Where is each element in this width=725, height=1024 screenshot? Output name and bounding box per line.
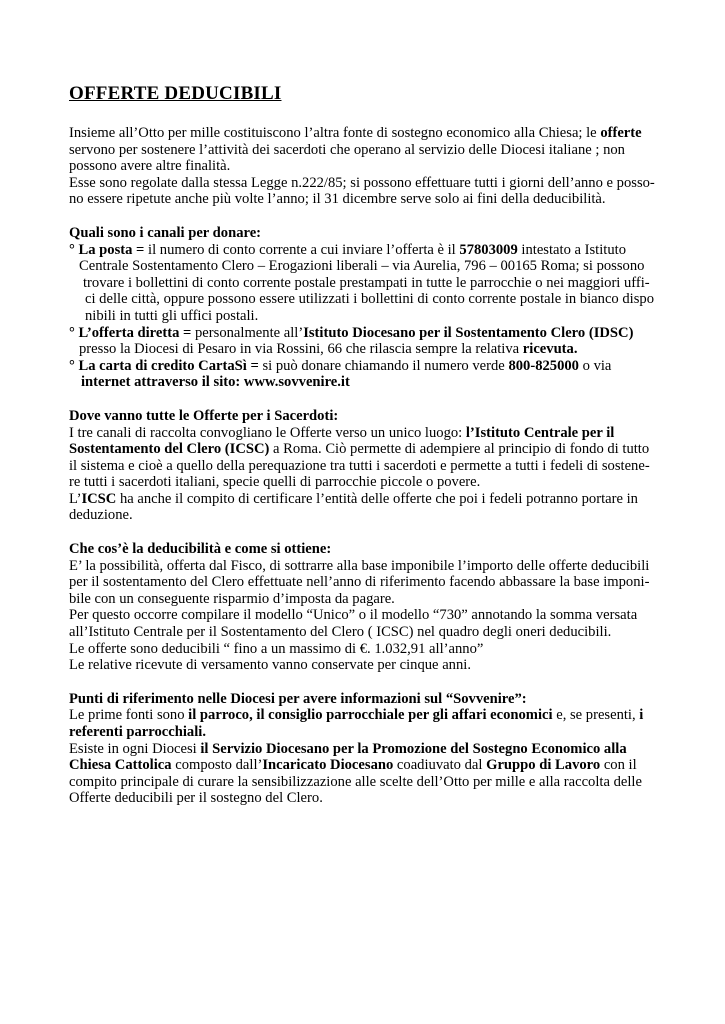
list-item: ° La carta di credito CartaSì = si può donare chiamando il numero verde 800-825000 o via (69, 357, 612, 374)
section-deducibilita: Che cos’è la deducibilità e come si ottiene: E’ la possibilità, offerta dal Fisco, di sottrarre alla base imponibile l’importo delle offerte deducibili per il sostentamento del Clero effettuate nell’anno di riferimento facendo abbassare la base imponi- bile con un conseguente risparmio d’imposta da pagare. Per questo occorre compilare il modello “Unico” o il modello “730” annotando la somma versata all’Istituto Centrale per il Sostentamento del Clero ( ICSC) nel quadro degli oneri deducibili. Le offerte sono deducibili “ fino a un massimo di €. 1.032,91 all’anno” Le relative ricevute di versamento vanno conservate per cinque anni. (69, 541, 664, 674)
section-canali: Quali sono i canali per donare: ° La posta = il numero di conto corrente a cui inviare l’offerta è il 57803009 intestato a Istituto Centrale Sostentamento Clero – Erogazioni liberali – via Aurelia, 796 – 00165 Roma; si possono trovare i bollettini di conto corrente postale prestampati in tutte le parrocchie o nei maggiori uffi- ci delle città, oppure possono essere utilizzati i bollettini di conto corrente postale in bianco dispo nibili in tutti gli uffici postali. ° L’offerta diretta = personalmente all’Istituto Diocesano per il Sostentamento Clero (IDSC) presso la Diocesi di Pesaro in via Rossini, 66 che rilascia sempre la relativa ricevuta. ° La carta di credito CartaSì = si può donare chiamando il numero verde 800-825000 o via internet attraverso il sito: www.sovvenire.it (69, 225, 664, 391)
section-dove: Dove vanno tutte le Offerte per i Sacerdoti: I tre canali di raccolta convogliano le Offerte verso un unico luogo: l’Istituto Centrale per il Sostentamento del Clero (ICSC) a Roma. Ciò permette di adempiere al principio di fondo di tutto il sistema e cioè a quello della perequazione tra tutti i sacerdoti e permette a tutti i fedeli di sostene- re tutti i sacerdoti italiani, specie quelli di parrocchie piccole o povere. L’ICSC ha anche il compito di certificare l’entità delle offerte che poi i fedeli potranno portare in deduzione. (69, 408, 664, 524)
page-title: OFFERTE DEDUCIBILI (69, 83, 282, 104)
section-punti: Punti di riferimento nelle Diocesi per avere informazioni sul “Sovvenire”: Le prime fonti sono il parroco, il consiglio parrocchiale per gli affari economici e, se presenti, i referenti parrocchiali. Esiste in ogni Diocesi il Servizio Diocesano per la Promozione del Sostegno Economico alla Chiesa Cattolica composto dall’Incaricato Diocesano coadiuvato dal Gruppo di Lavoro con il compito principale di curare la sensibilizzazione alle scelte dell’Otto per mille e alla raccolta delle Offerte deducibili per il sostegno del Clero. (69, 691, 664, 807)
section-heading: Punti di riferimento nelle Diocesi per avere informazioni sul “Sovvenire”: (69, 690, 527, 707)
section-heading: Che cos’è la deducibilità e come si ottiene: (69, 541, 332, 558)
list-item: ° La posta = il numero di conto corrente a cui inviare l’offerta è il 57803009 intestato a Istituto (69, 241, 626, 258)
section-heading: Quali sono i canali per donare: (69, 224, 262, 241)
list-item: ° L’offerta diretta = personalmente all’Istituto Diocesano per il Sostentamento Clero (IDSC) (69, 324, 634, 341)
website-link: internet attraverso il sito: www.sovvenire.it (81, 374, 350, 391)
section-heading: Dove vanno tutte le Offerte per i Sacerdoti: (69, 407, 339, 424)
document-page (69, 83, 664, 807)
intro-paragraph: Insieme all’Otto per mille costituiscono l’altra fonte di sostegno economico alla Chiesa; le offerte servono per sostenere l’attività dei sacerdoti che operano al servizio delle Diocesi italiane ; non possono avere altre finalità. Esse sono regolate dalla stessa Legge n.222/85; si possono effettuare tutti i giorni dell’anno e posso- no essere ripetute anche più volte l’anno; il 31 dicembre serve solo ai fini della deducibilità. (69, 125, 655, 208)
